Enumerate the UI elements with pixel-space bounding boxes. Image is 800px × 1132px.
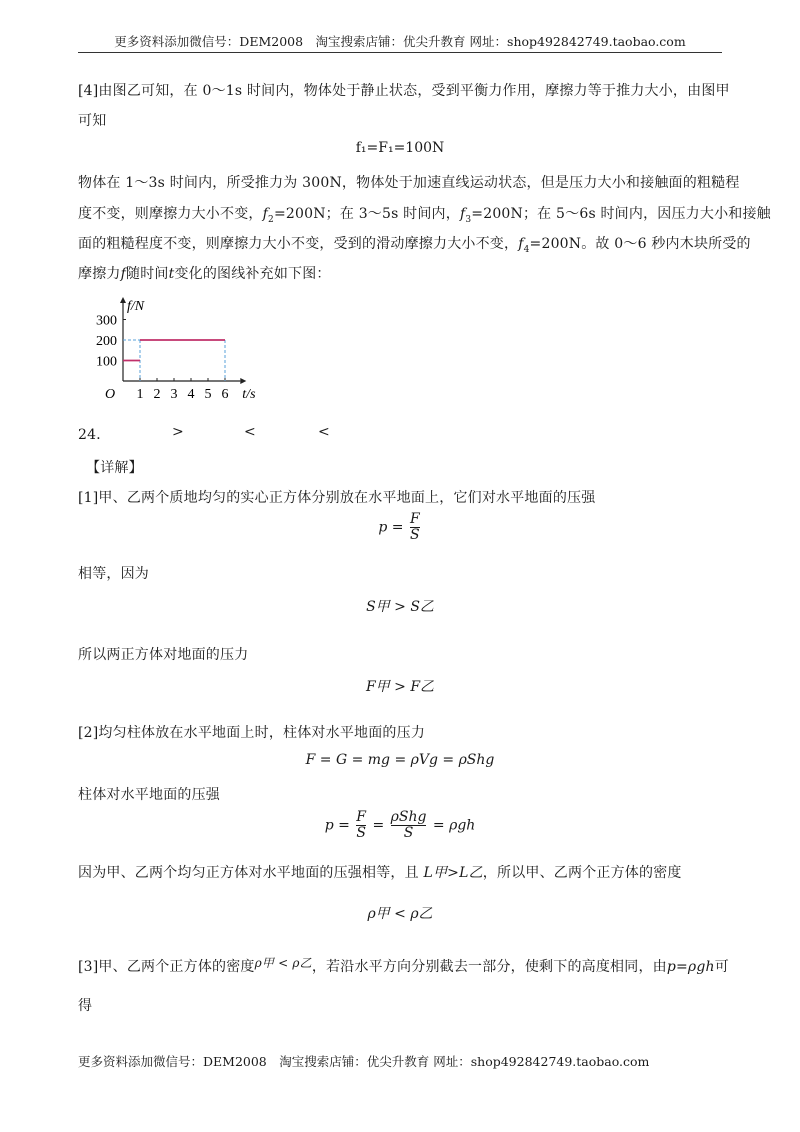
text-line-7: 摩擦力f随时间t变化的图线补充如下图： <box>78 266 331 282</box>
friction-equation: f₁=F₁=100N <box>355 140 445 156</box>
y-tick-label: 200 <box>96 334 117 349</box>
detail-heading: 【详解】 <box>86 460 143 476</box>
y-axis-label: f/N <box>127 299 145 314</box>
friction-time-graph <box>70 295 270 413</box>
solution-line-6: 因为甲、乙两个均匀正方体对水平地面的压强相等，且 L甲>L乙，所以甲、乙两个正方体的密度 <box>78 865 682 881</box>
text-line-5: 度不变，则摩擦力大小不变，$f_2=200N$；在 3～5s 时间内，$f_3=200N$；在 5～6s 时间内，因压力大小和接触 <box>78 206 771 225</box>
solution-line-7: [3]甲、乙两个正方体的密度ρ甲 < ρ乙，若沿水平方向分别截去一部分，使剩下的高度相同，由p=ρgh可 <box>78 956 729 975</box>
answer-2: < <box>244 424 256 440</box>
x-axis-label: t/s <box>242 387 256 402</box>
text-line-1: [4]由图乙可知，在 0～1s 时间内，物体处于静止状态，受到平衡力作用，摩擦力等于推力大小，由图甲 <box>78 83 730 99</box>
solution-line-3: 所以两正方体对地面的压力 <box>78 647 249 663</box>
x-tick-label: 5 <box>204 387 212 402</box>
y-axis-arrow <box>120 297 126 303</box>
text-line-6: 面的粗糙程度不变，则摩擦力大小不变，受到的滑动摩擦力大小不变，$f_4=200N$。故 0～6 秒内木块所受的 <box>78 236 751 255</box>
answer-1: > <box>172 424 184 440</box>
x-tick-label: 6 <box>221 387 229 402</box>
solution-line-8: 得 <box>78 998 93 1014</box>
page-header: 更多资料添加微信号：DEM2008 淘宝搜索店铺：优尖升教育 网址：shop492842749.taobao.com <box>114 34 686 49</box>
area-comparison: S甲 > S乙 <box>366 599 434 615</box>
density-comparison: ρ甲 < ρ乙 <box>367 906 433 922</box>
page-footer: 更多资料添加微信号：DEM2008 淘宝搜索店铺：优尖升教育 网址：shop492842749.taobao.com <box>78 1054 650 1069</box>
solution-line-1: [1]甲、乙两个质地均匀的实心正方体分别放在水平地面上，它们对水平地面的压强 <box>78 490 596 506</box>
solution-line-4: [2]均匀柱体放在水平地面上时，柱体对水平地面的压力 <box>78 725 426 741</box>
x-tick-label: 4 <box>187 387 195 402</box>
solution-line-5: 柱体对水平地面的压强 <box>78 787 220 803</box>
text-line-2: 可知 <box>78 113 107 129</box>
answer-3: < <box>318 424 330 440</box>
header-rule <box>78 52 722 53</box>
force-chain-formula: F = G = mg = ρVg = ρShg <box>305 752 495 768</box>
pressure-derivation: p = $\frac{F}{S}$ = $\frac{\text{ρShg}}{S}$ = ρgh <box>324 809 476 841</box>
x-tick-label: 3 <box>170 387 178 402</box>
pressure-formula: p = $\frac{F}{S}$ <box>378 511 420 543</box>
y-tick-label: 300 <box>96 313 117 329</box>
x-tick-label: 1 <box>136 387 144 402</box>
x-tick-label: 2 <box>153 387 161 402</box>
text-line-4: 物体在 1～3s 时间内，所受推力为 300N，物体处于加速直线运动状态，但是压力大小和接触面的粗糙程 <box>78 175 740 191</box>
origin-label: O <box>105 387 116 402</box>
x-axis-arrow <box>240 378 246 384</box>
y-tick-label: 100 <box>96 354 117 370</box>
question-24-number: 24． <box>78 427 111 443</box>
solution-line-2: 相等，因为 <box>78 566 149 582</box>
force-comparison: F甲 > F乙 <box>365 679 435 695</box>
